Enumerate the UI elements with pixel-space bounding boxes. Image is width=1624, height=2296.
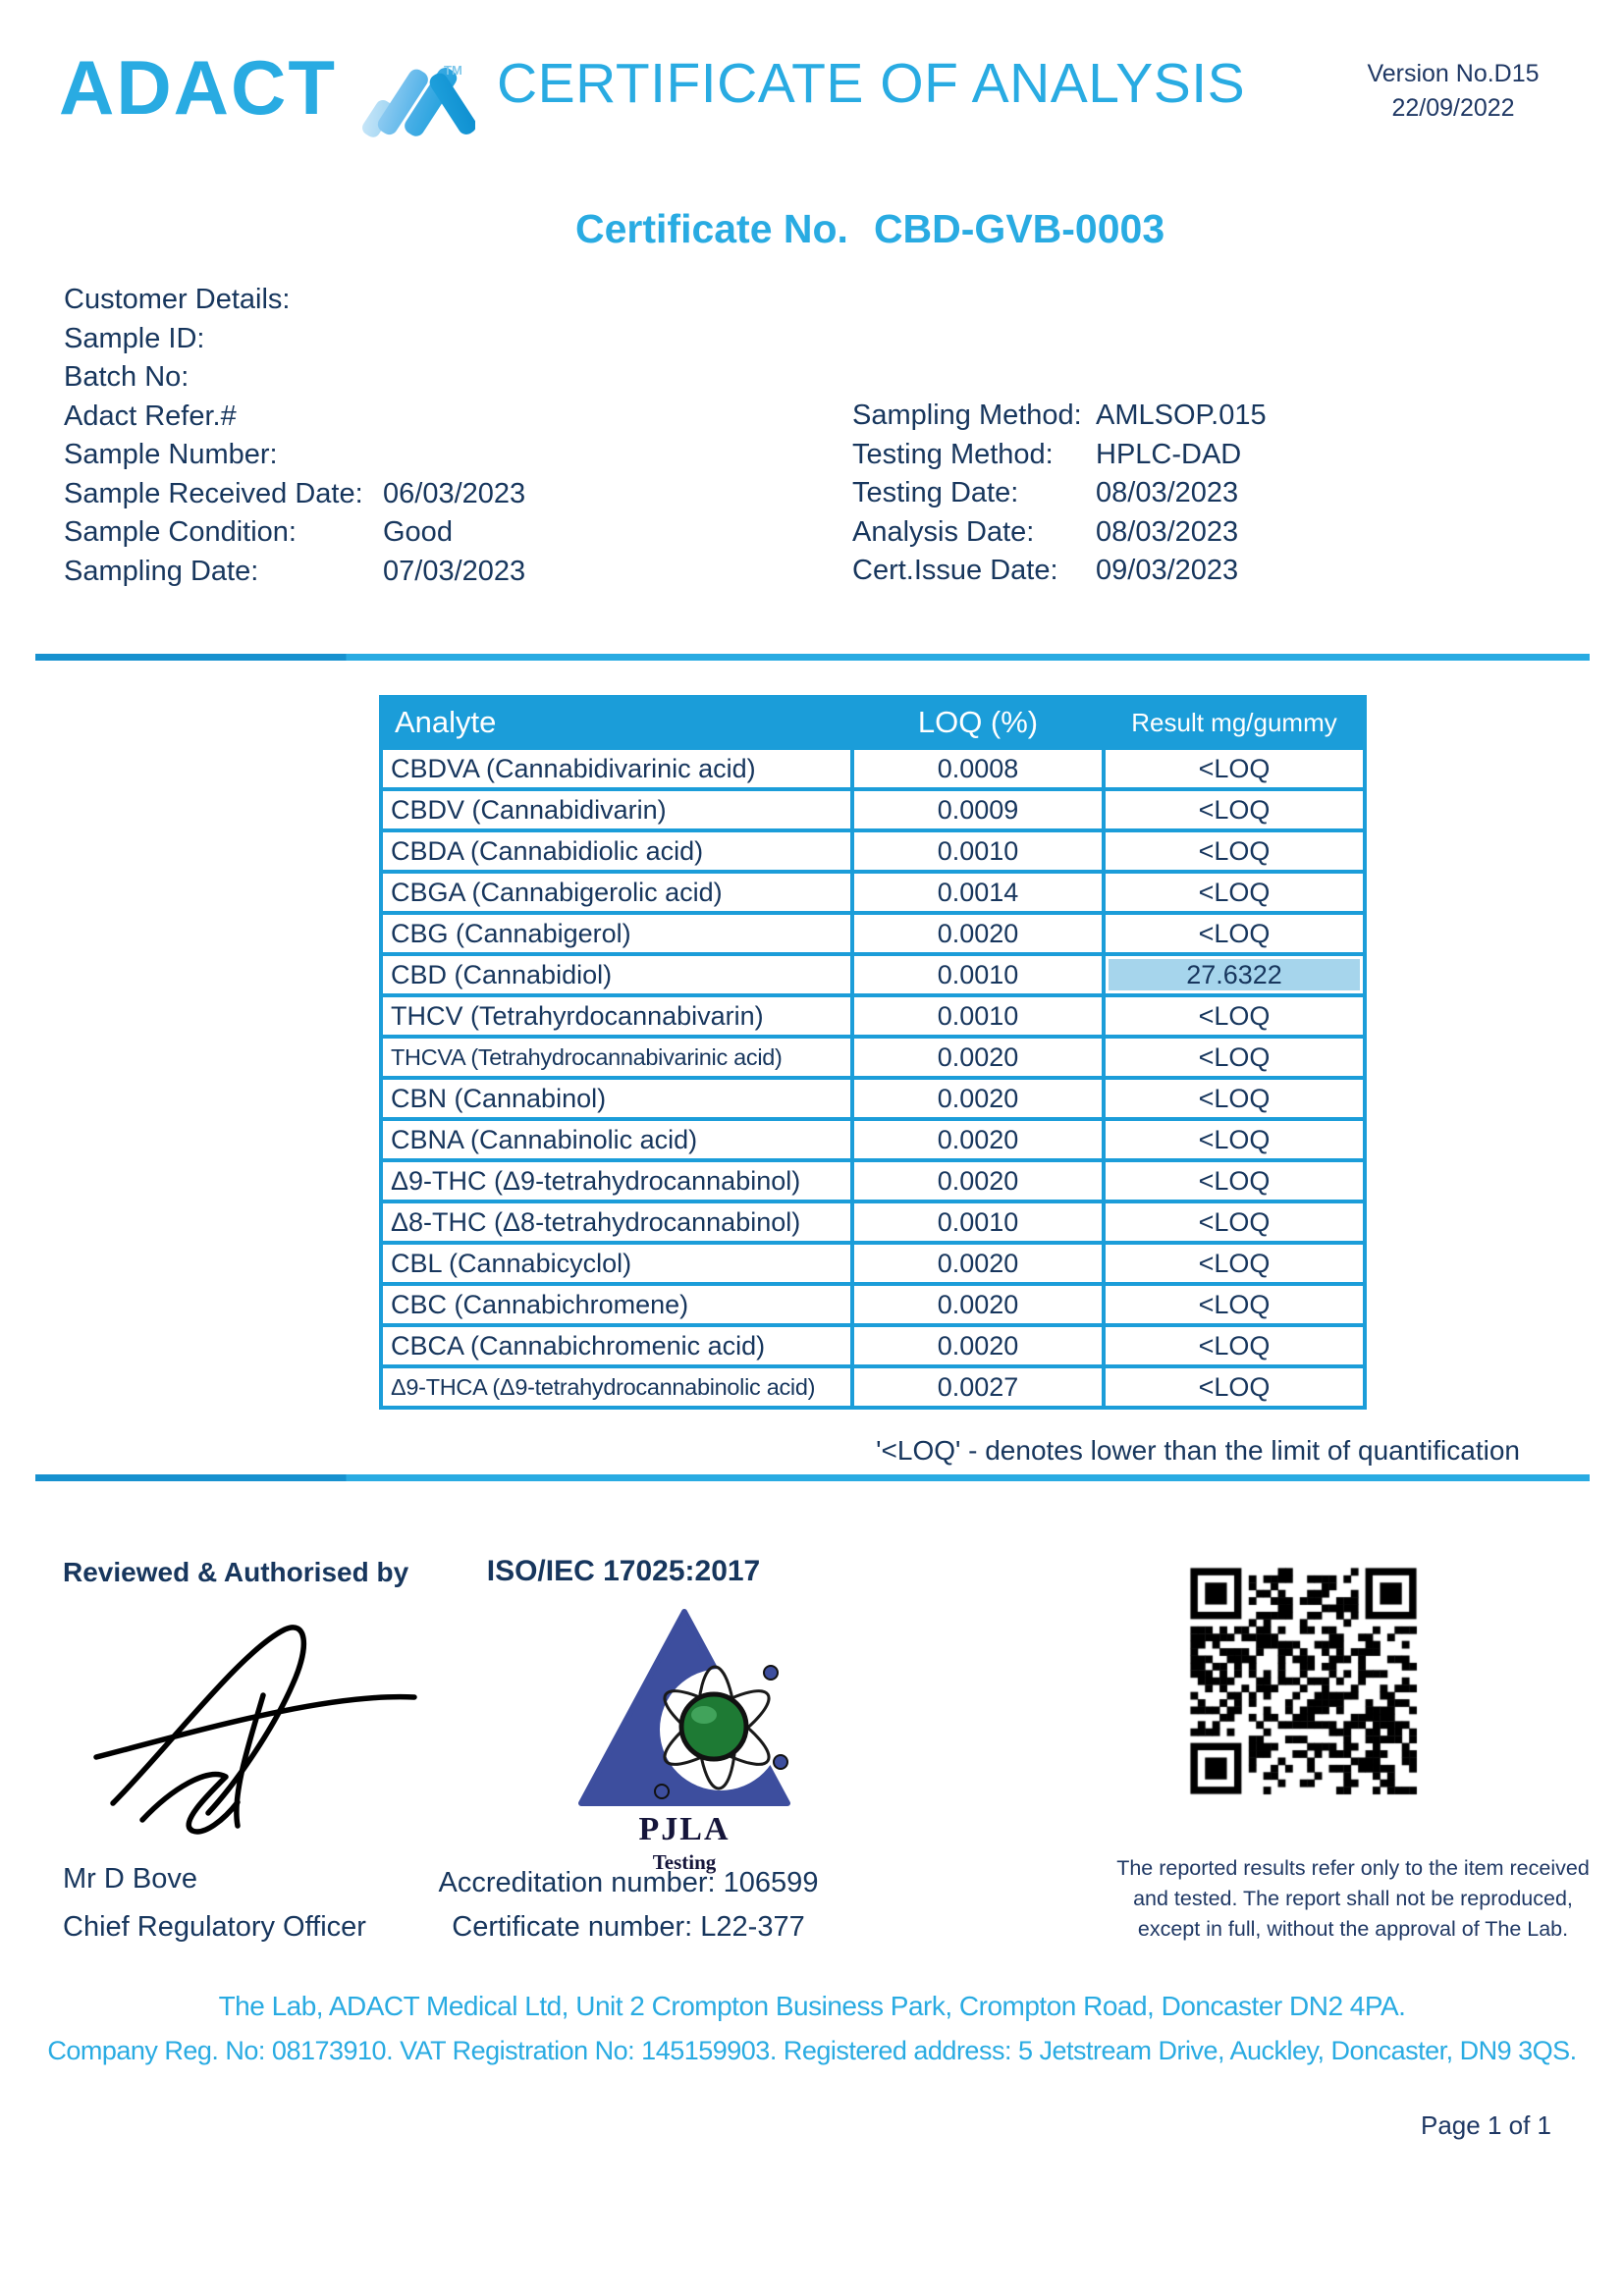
lab-address-line: The Lab, ADACT Medical Ltd, Unit 2 Crompton Business Park, Crompton Road, Doncaster DN2 4PA. <box>218 1991 1406 2021</box>
analyte-name-cell: CBL (Cannabicyclol) <box>381 1243 852 1284</box>
analyte-name-cell: CBN (Cannabinol) <box>381 1078 852 1119</box>
table-row <box>381 954 1365 995</box>
detail-row <box>64 436 525 475</box>
detail-row <box>64 513 525 553</box>
result-value-cell: <LOQ <box>1104 789 1365 830</box>
detail-label: Sample Number: <box>64 439 278 471</box>
analyte-name-cell: Δ8-THC (Δ8-tetrahydrocannabinol) <box>381 1201 852 1243</box>
page-number: Page 1 of 1 <box>1421 2110 1551 2140</box>
detail-label: Sample Received Date: <box>64 477 363 509</box>
table-header-row <box>381 697 1365 748</box>
analyte-name-cell: CBCA (Cannabichromenic acid) <box>381 1325 852 1366</box>
result-value-cell: <LOQ <box>1104 1201 1365 1243</box>
loq-value-cell: 0.0020 <box>852 1284 1104 1325</box>
certificate-number-value: CBD-GVB-0003 <box>873 206 1165 251</box>
pjla-logo-text: PJLA <box>638 1811 731 1847</box>
result-value-cell: <LOQ <box>1104 1325 1365 1366</box>
certificate-number-line <box>575 206 1164 252</box>
detail-row <box>852 552 1267 591</box>
detail-label: Testing Date: <box>852 477 1019 509</box>
analyte-name-cell: CBGA (Cannabigerolic acid) <box>381 872 852 913</box>
analyte-name-cell: CBNA (Cannabinolic acid) <box>381 1119 852 1160</box>
reviewed-authorised-label: Reviewed & Authorised by <box>63 1557 409 1587</box>
table-row <box>381 1366 1365 1408</box>
result-value-cell: <LOQ <box>1104 1037 1365 1078</box>
column-header-result: Result mg/gummy <box>1104 697 1365 748</box>
result-value-cell: <LOQ <box>1104 913 1365 954</box>
result-value-cell: <LOQ <box>1104 1366 1365 1408</box>
detail-row <box>852 513 1267 553</box>
divider-top <box>35 654 1590 661</box>
analyte-name-cell: CBDA (Cannabidiolic acid) <box>381 830 852 872</box>
detail-value: 08/03/2023 <box>1096 515 1239 548</box>
loq-value-cell: 0.0020 <box>852 1325 1104 1366</box>
detail-label: Cert.Issue Date: <box>852 555 1058 587</box>
analyte-name-cell: CBDV (Cannabidivarin) <box>381 789 852 830</box>
table-row <box>381 1325 1365 1366</box>
analyte-name-cell: CBG (Cannabigerol) <box>381 913 852 954</box>
detail-row <box>852 474 1267 513</box>
result-value-cell: <LOQ <box>1104 748 1365 789</box>
result-value-cell: <LOQ <box>1104 830 1365 872</box>
loq-value-cell: 0.0009 <box>852 789 1104 830</box>
table-row <box>381 830 1365 872</box>
result-value-cell: <LOQ <box>1104 1160 1365 1201</box>
adact-brand-wordmark: ADACT <box>59 44 337 131</box>
table-row <box>381 1201 1365 1243</box>
column-header-loq: LOQ (%) <box>852 697 1104 748</box>
result-value-cell: <LOQ <box>1104 1243 1365 1284</box>
analyte-name-cell: CBDVA (Cannabidivarinic acid) <box>381 748 852 789</box>
analyte-name-cell: THCVA (Tetrahydrocannabivarinic acid) <box>381 1037 852 1078</box>
version-info <box>1316 57 1591 126</box>
detail-row <box>64 320 525 359</box>
loq-value-cell: 0.0027 <box>852 1366 1104 1408</box>
detail-label: Analysis Date: <box>852 515 1035 548</box>
loq-value-cell: 0.0008 <box>852 748 1104 789</box>
detail-value: Good <box>383 516 453 549</box>
loq-value-cell: 0.0010 <box>852 954 1104 995</box>
trademark-symbol: TM <box>444 63 462 78</box>
qr-code <box>1183 1561 1424 1801</box>
detail-value: 08/03/2023 <box>1096 477 1239 509</box>
report-disclaimer: The reported results refer only to the item received and tested. The report shall not be reproduced, except in full, without the approval of The Lab. <box>1116 1856 1590 1941</box>
sample-details-right-column <box>852 397 1267 591</box>
detail-label: Customer Details: <box>64 284 291 316</box>
result-value-cell: <LOQ <box>1104 1119 1365 1160</box>
detail-value: 06/03/2023 <box>383 477 526 509</box>
table-row <box>381 789 1365 830</box>
table-row <box>381 872 1365 913</box>
result-value-cell: <LOQ <box>1104 1078 1365 1119</box>
loq-value-cell: 0.0014 <box>852 872 1104 913</box>
detail-label: Sample ID: <box>64 322 205 354</box>
table-row <box>381 995 1365 1037</box>
page-title: CERTIFICATE OF ANALYSIS <box>497 52 1246 115</box>
detail-label: Adact Refer.# <box>64 400 237 432</box>
result-value-cell: <LOQ <box>1104 995 1365 1037</box>
loq-value-cell: 0.0010 <box>852 995 1104 1037</box>
loq-value-cell: 0.0020 <box>852 913 1104 954</box>
detail-row <box>64 398 525 437</box>
detail-value: 07/03/2023 <box>383 555 526 587</box>
table-row <box>381 1243 1365 1284</box>
loq-value-cell: 0.0020 <box>852 1243 1104 1284</box>
loq-value-cell: 0.0010 <box>852 830 1104 872</box>
table-row <box>381 1037 1365 1078</box>
detail-label: Batch No: <box>64 361 189 394</box>
pjla-logo-subtext: Testing <box>652 1850 717 1874</box>
analyte-name-cell: Δ9-THC (Δ9-tetrahydrocannabinol) <box>381 1160 852 1201</box>
version-number: Version No.D15 <box>1367 60 1540 87</box>
loq-footnote: '<LOQ' - denotes lower than the limit of quantification <box>876 1435 1520 1466</box>
accreditation-number: Accreditation number: 106599 <box>438 1867 819 1898</box>
loq-value-cell: 0.0010 <box>852 1201 1104 1243</box>
loq-value-cell: 0.0020 <box>852 1119 1104 1160</box>
result-value-cell: <LOQ <box>1104 872 1365 913</box>
detail-value: 09/03/2023 <box>1096 555 1239 587</box>
table-row <box>381 1078 1365 1119</box>
signer-title: Chief Regulatory Officer <box>63 1911 366 1943</box>
certificate-number-label: Certificate No. <box>575 206 848 251</box>
iso-accreditation-label: ISO/IEC 17025:2017 <box>486 1555 761 1587</box>
detail-value: AMLSOP.015 <box>1096 400 1267 432</box>
analyte-name-cell: CBD (Cannabidiol) <box>381 954 852 995</box>
result-value-cell: <LOQ <box>1104 1284 1365 1325</box>
signer-name: Mr D Bove <box>63 1863 197 1895</box>
detail-label: Sampling Method: <box>852 400 1082 432</box>
loq-value-cell: 0.0020 <box>852 1160 1104 1201</box>
table-row <box>381 748 1365 789</box>
analyte-name-cell: CBC (Cannabichromene) <box>381 1284 852 1325</box>
sample-details-left-column <box>64 281 525 591</box>
table-row <box>381 1160 1365 1201</box>
company-registration-line: Company Reg. No: 08173910. VAT Registration No: 145159903. Registered address: 5 Jetstream Drive, Auckley, Doncaster, DN9 3QS. <box>47 2036 1577 2065</box>
table-row <box>381 1284 1365 1325</box>
table-row <box>381 1119 1365 1160</box>
divider-bottom <box>35 1474 1590 1481</box>
detail-row <box>64 281 525 320</box>
loq-value-cell: 0.0020 <box>852 1078 1104 1119</box>
detail-label: Testing Method: <box>852 438 1054 470</box>
detail-row <box>852 436 1267 475</box>
detail-value: HPLC-DAD <box>1096 438 1242 470</box>
version-date: 22/09/2022 <box>1391 94 1515 122</box>
pjla-accreditation-logo <box>571 1602 797 1818</box>
table-row <box>381 913 1365 954</box>
result-value-cell: 27.6322 <box>1104 954 1365 995</box>
detail-row <box>64 358 525 398</box>
detail-row <box>64 553 525 592</box>
detail-label: Sampling Date: <box>64 555 259 587</box>
detail-label: Sample Condition: <box>64 516 297 549</box>
pjla-certificate-number: Certificate number: L22-377 <box>452 1911 805 1943</box>
analyte-results-table <box>379 695 1367 1410</box>
signature-image <box>88 1602 427 1842</box>
analyte-name-cell: THCV (Tetrahyrdocannabivarin) <box>381 995 852 1037</box>
detail-row <box>64 475 525 514</box>
analyte-name-cell: Δ9-THCA (Δ9-tetrahydrocannabinolic acid) <box>381 1366 852 1408</box>
column-header-analyte: Analyte <box>381 697 852 748</box>
detail-row <box>852 397 1267 436</box>
loq-value-cell: 0.0020 <box>852 1037 1104 1078</box>
